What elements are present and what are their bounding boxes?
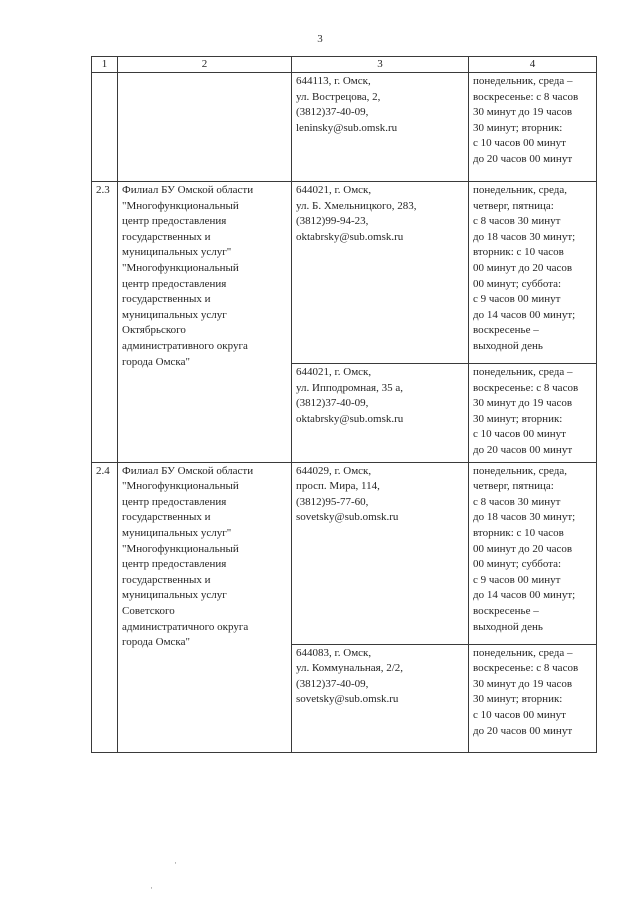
schedule-cell: понедельник, среда, четверг, пятница: с 8 часов 30 минут до 18 часов 30 минут; вторник: с 10 часов 00 минут до 20 часов 00 минут; суббота: с 9 часов 00 минут до 14 часов 00 минут; воскресенье – выходной день bbox=[469, 182, 597, 364]
address-cell: 644029, г. Омск, просп. Мира, 114, (3812)95-77-60, sovetsky@sub.omsk.ru bbox=[292, 462, 469, 644]
header-row bbox=[92, 57, 597, 73]
scan-speck: · bbox=[150, 883, 153, 893]
number-cell: 2.3 bbox=[92, 182, 118, 463]
scan-speck: · bbox=[174, 858, 177, 868]
schedule-cell: понедельник, среда – воскресенье: с 8 часов 30 минут до 19 часов 30 минут; вторник: с 10 часов 00 минут до 20 часов 00 минут bbox=[469, 73, 597, 182]
table-row bbox=[92, 462, 597, 644]
column-header-3: 3 bbox=[292, 57, 469, 73]
address-cell: 644021, г. Омск, ул. Б. Хмельницкого, 283, (3812)99-94-23, oktabrsky@sub.omsk.ru bbox=[292, 182, 469, 364]
page-number: 3 bbox=[317, 33, 323, 45]
column-header-4: 4 bbox=[469, 57, 597, 73]
number-cell: 2.4 bbox=[92, 462, 118, 752]
name-cell bbox=[118, 73, 292, 182]
column-header-1: 1 bbox=[92, 57, 118, 73]
table-row bbox=[92, 182, 597, 364]
number-cell bbox=[92, 73, 118, 182]
schedule-cell: понедельник, среда – воскресенье: с 8 часов 30 минут до 19 часов 30 минут; вторник: с 10 часов 00 минут до 20 часов 00 минут bbox=[469, 644, 597, 752]
name-cell: Филиал БУ Омской области "Многофункциональный центр предоставления государственных и муниципальных услуг" "Многофункциональный центр предоставления государственных и муниципальных услуг Советского администратичного округа города Омска" bbox=[118, 462, 292, 752]
address-cell: 644083, г. Омск, ул. Коммунальная, 2/2, (3812)37-40-09, sovetsky@sub.omsk.ru bbox=[292, 644, 469, 752]
table-row bbox=[92, 73, 597, 182]
offices-table bbox=[91, 56, 597, 753]
address-cell: 644113, г. Омск, ул. Вострецова, 2, (3812)37-40-09, leninsky@sub.omsk.ru bbox=[292, 73, 469, 182]
schedule-cell: понедельник, среда – воскресенье: с 8 часов 30 минут до 19 часов 30 минут; вторник: с 10 часов 00 минут до 20 часов 00 минут bbox=[469, 364, 597, 463]
column-header-2: 2 bbox=[118, 57, 292, 73]
name-cell: Филиал БУ Омской области "Многофункциональный центр предоставления государственных и муниципальных услуг" "Многофункциональный центр предоставления государственных и муниципальных услуг Октябрьского административного округа города Омска" bbox=[118, 182, 292, 463]
schedule-cell: понедельник, среда, четверг, пятница: с 8 часов 30 минут до 18 часов 30 минут; вторник: с 10 часов 00 минут до 20 часов 00 минут; суббота: с 9 часов 00 минут до 14 часов 00 минут; воскресенье – выходной день bbox=[469, 462, 597, 644]
address-cell: 644021, г. Омск, ул. Ипподромная, 35 а, (3812)37-40-09, oktabrsky@sub.omsk.ru bbox=[292, 364, 469, 463]
